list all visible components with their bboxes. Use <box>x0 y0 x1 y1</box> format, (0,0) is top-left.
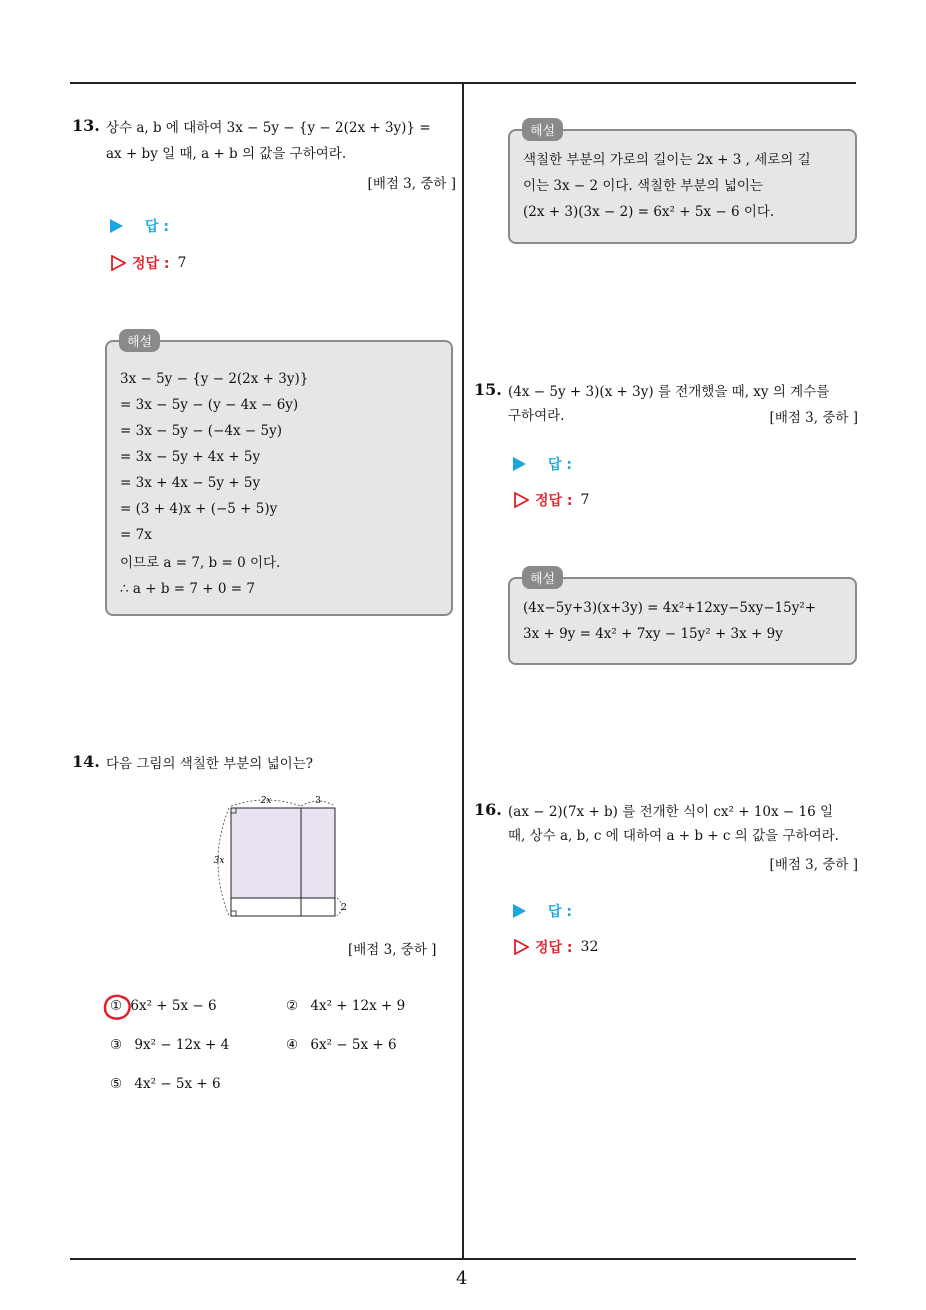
top-left-label: 2x <box>260 796 272 806</box>
question-text-line-2: ax + by 일 때, a + b 의 값을 구하여라. <box>106 146 347 162</box>
outline-triangle-icon <box>110 255 126 271</box>
answer-label: 답 : <box>548 457 572 473</box>
outline-triangle-icon <box>513 492 529 508</box>
explanation-box <box>508 572 857 665</box>
question-number: 15. <box>474 380 502 399</box>
play-icon <box>513 457 526 471</box>
top-right-label: 3 <box>315 796 321 806</box>
explanation-line: 이는 3x − 2 이다. 색칠한 부분의 넓이는 <box>523 178 763 194</box>
correct-row <box>513 937 598 957</box>
outline-triangle-icon <box>513 939 529 955</box>
choice-mark: ③ <box>110 1037 123 1053</box>
explanation-box <box>508 124 857 244</box>
area-figure <box>205 788 355 918</box>
play-icon <box>110 219 123 233</box>
explanation-box <box>105 335 453 616</box>
choice-mark: ⑤ <box>110 1076 123 1092</box>
question-text-line-1: (4x − 5y + 3)(x + 3y) 를 전개했을 때, xy 의 계수를 <box>508 384 830 400</box>
correct-label: 정답 : <box>132 256 170 272</box>
correct-value: 7 <box>177 255 187 271</box>
explanation-tag: 해설 <box>522 118 563 141</box>
choice-1[interactable] <box>110 998 217 1014</box>
question-number: 13. <box>72 116 100 135</box>
explanation-line: (2x + 3)(3x − 2) = 6x² + 5x − 6 이다. <box>523 204 775 220</box>
correct-row <box>513 490 589 510</box>
choice-3[interactable] <box>110 1037 229 1053</box>
question-text-line-2: 구하여라. <box>508 408 565 424</box>
explanation-line: 3x − 5y − {y − 2(2x + 3y)} <box>120 371 309 387</box>
correct-value: 7 <box>580 492 590 508</box>
explanation-line: = 3x − 5y + 4x + 5y <box>120 449 261 465</box>
shaded-region <box>231 808 335 898</box>
question-number: 14. <box>72 752 100 771</box>
choice-mark: ① <box>110 998 123 1014</box>
correct-label: 정답 : <box>535 940 573 956</box>
explanation-line: (4x−5y+3)(x+3y) = 4x²+12xy−5xy−15y²+ <box>523 600 817 616</box>
choice-text: 6x² − 5x + 6 <box>310 1037 397 1053</box>
explanation-line: 이므로 a = 7, b = 0 이다. <box>120 555 281 571</box>
choice-text: 4x² − 5x + 6 <box>134 1076 221 1092</box>
explanation-line: = 3x + 4x − 5y + 5y <box>120 475 261 491</box>
answer-row[interactable] <box>110 216 169 236</box>
answer-label: 답 : <box>145 219 169 235</box>
explanation-tag: 해설 <box>119 329 160 352</box>
explanation-line: = 7x <box>120 527 152 543</box>
column-divider <box>462 83 464 1259</box>
choice-mark: ② <box>286 998 299 1014</box>
correct-row <box>110 253 186 273</box>
answer-row[interactable] <box>513 901 572 921</box>
corner-marker <box>231 911 236 916</box>
choice-4[interactable] <box>286 1037 397 1053</box>
explanation-line: 3x + 9y = 4x² + 7xy − 15y² + 3x + 9y <box>523 626 783 642</box>
correct-label: 정답 : <box>535 493 573 509</box>
question-text-line-1: 상수 a, b 에 대하여 3x − 5y − {y − 2(2x + 3y)} = <box>106 120 431 136</box>
answer-label: 답 : <box>548 904 572 920</box>
question-number: 16. <box>474 800 502 819</box>
explanation-line: = (3 + 4)x + (−5 + 5)y <box>120 501 278 517</box>
page-number: 4 <box>456 1268 468 1289</box>
explanation-line: ∴ a + b = 7 + 0 = 7 <box>120 581 255 597</box>
answer-row[interactable] <box>513 454 572 474</box>
right-label: 2 <box>341 903 347 913</box>
choice-text: 9x² − 12x + 4 <box>134 1037 230 1053</box>
score-meta: [배점 3, 중하 ] <box>367 176 456 192</box>
choice-2[interactable] <box>286 998 405 1014</box>
explanation-line: = 3x − 5y − (y − 4x − 6y) <box>120 397 299 413</box>
score-meta: [배점 3, 중하 ] <box>769 857 858 873</box>
choice-text: 6x² + 5x − 6 <box>130 998 217 1014</box>
bottom-rule <box>70 1258 856 1260</box>
correct-value: 32 <box>580 939 599 955</box>
explanation-line: = 3x − 5y − (−4x − 5y) <box>120 423 282 439</box>
choice-text: 4x² + 12x + 9 <box>310 998 406 1014</box>
question-text-line-1: (ax − 2)(7x + b) 를 전개한 식이 cx² + 10x − 16 일 <box>508 804 834 820</box>
score-meta: [배점 3, 중하 ] <box>348 942 437 958</box>
score-meta: [배점 3, 중하 ] <box>769 410 858 426</box>
explanation-tag: 해설 <box>522 566 563 589</box>
choice-mark: ④ <box>286 1037 299 1053</box>
explanation-line: 색칠한 부분의 가로의 길이는 2x + 3 , 세로의 길 <box>523 152 811 168</box>
question-text-line-2: 때, 상수 a, b, c 에 대하여 a + b + c 의 값을 구하여라. <box>508 828 839 844</box>
left-label: 3x <box>213 856 225 866</box>
play-icon <box>513 904 526 918</box>
question-text: 다음 그림의 색칠한 부분의 넓이는? <box>106 756 313 772</box>
choice-5[interactable] <box>110 1076 221 1092</box>
